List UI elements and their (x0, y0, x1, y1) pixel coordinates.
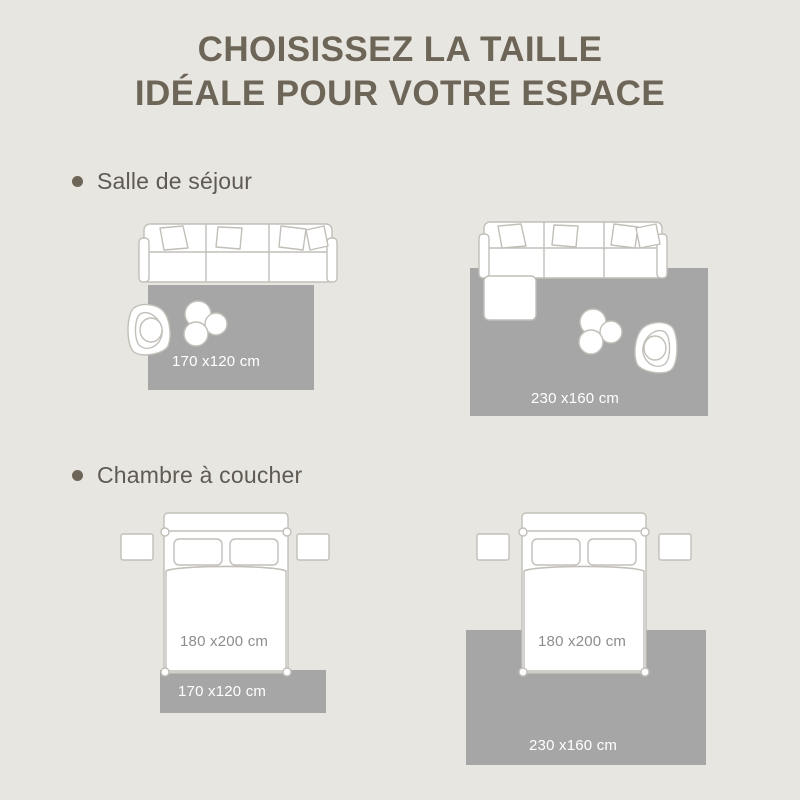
section-heading-living-room (72, 168, 252, 195)
scene-living-room-large-rug (450, 210, 740, 420)
scene-living-room-small-rug (110, 210, 360, 400)
rug-size-label-living-small: 170 x120 cm (172, 353, 261, 370)
nightstand-right-illustration (658, 533, 692, 561)
section-heading-bedroom (72, 462, 302, 489)
bullet-icon (72, 176, 83, 187)
armchair-illustration (625, 320, 683, 376)
page-title-line-1: CHOISISSEZ LA TAILLE (197, 30, 603, 69)
rug-size-label-living-large: 230 x160 cm (531, 390, 620, 407)
bed-illustration (158, 509, 294, 677)
nightstand-left-illustration (120, 533, 154, 561)
rug-size-label-bedroom-large: 230 x160 cm (529, 737, 618, 754)
bed-illustration (516, 509, 652, 677)
nightstand-right-illustration (296, 533, 330, 561)
bed-size-label-small: 180 x200 cm (180, 633, 269, 650)
sofa-illustration (138, 214, 338, 294)
rug-size-label-bedroom-small: 170 x120 cm (178, 683, 267, 700)
page-title-line-2: IDÉALE POUR VOTRE ESPACE (134, 74, 666, 114)
section-label-bedroom: Chambre à coucher (97, 462, 303, 488)
scene-bedroom-small-rug (110, 505, 370, 720)
armchair-illustration (124, 302, 178, 358)
section-label-living-room: Salle de séjour (97, 168, 253, 194)
bullet-icon (72, 470, 83, 481)
coffee-table-illustration (572, 306, 630, 358)
page-title (0, 28, 800, 116)
scene-bedroom-large-rug (450, 505, 740, 770)
bed-size-label-large: 180 x200 cm (538, 633, 627, 650)
nightstand-left-illustration (476, 533, 510, 561)
coffee-table-illustration (176, 298, 234, 350)
